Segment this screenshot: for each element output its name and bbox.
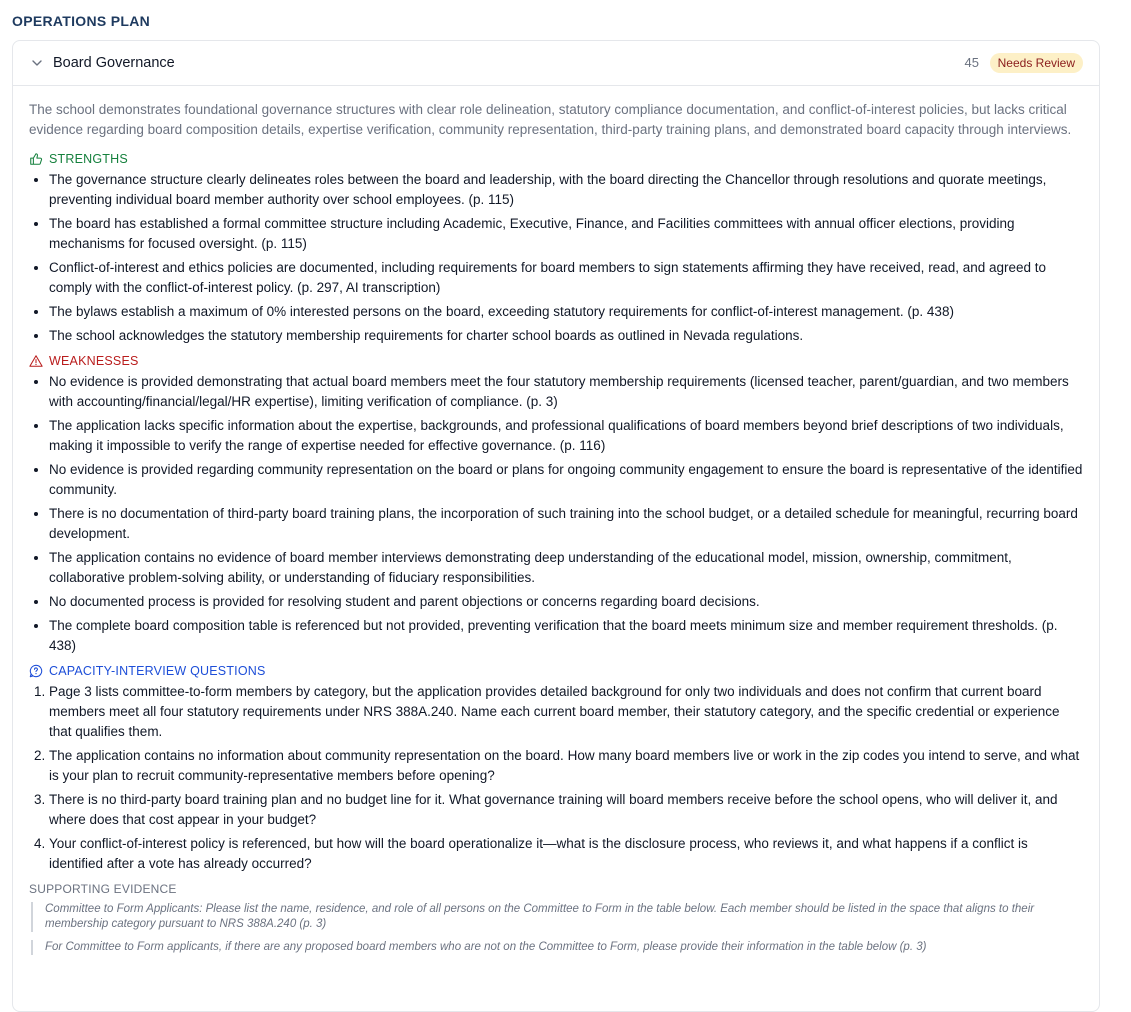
strengths-label: STRENGTHS <box>49 152 128 166</box>
card-header[interactable] <box>13 41 1099 86</box>
weaknesses-label: WEAKNESSES <box>49 354 139 368</box>
list-item: • Conflict-of-interest and ethics policies are documented, including requirements for board members to sign statements affirming they have received, read, and agreed to comply with the conflict-of-interest policy. (p. 297, AI transcription) <box>49 258 1083 298</box>
list-item: • No evidence is provided demonstrating that actual board members meet the four statutory membership requirements (licensed teacher, parent/guardian, and two members with accounting/financial/legal/HR expertise), limiting verification of compliance. (p. 3) <box>49 372 1083 412</box>
warning-triangle-icon <box>29 354 43 368</box>
board-governance-card <box>12 40 1100 1012</box>
list-item: 1. Page 3 lists committee-to-form members by category, but the application provides detailed background for only two individuals and does not confirm that current board members meet all four statutory requirements under NRS 388A.240. Name each current board member, their statutory category, and the specific credential or experience that qualifies them. <box>49 682 1083 742</box>
thumbs-up-icon <box>29 152 43 166</box>
list-item: • The governance structure clearly delineates roles between the board and leadership, with the board directing the Chancellor through resolutions and quorate meetings, preventing individual board member authority over school employees. (p. 115) <box>49 170 1083 210</box>
questions-list <box>29 682 1083 874</box>
evidence-quote: For Committee to Form applicants, if there are any proposed board members who are not on the Committee to Form, please provide their information in the table below (p. 3) <box>31 940 1083 955</box>
evidence-quote: Committee to Form Applicants: Please list the name, residence, and role of all persons on the Committee to Form in the table below. Each member should be listed in the space that aligns to their membership category pursuant to NRS 388A.240 (p. 3) <box>31 902 1083 932</box>
list-item: 2. The application contains no information about community representation on the board. How many board members live or work in the zip codes you intend to serve, and what is your plan to recruit community-representative members before opening? <box>49 746 1083 786</box>
list-item: • The complete board composition table is referenced but not provided, preventing verification that the board meets minimum size and member requirement thresholds. (p. 438) <box>49 616 1083 656</box>
list-item: • The bylaws establish a maximum of 0% interested persons on the board, exceeding statutory requirements for conflict-of-interest management. (p. 438) <box>49 302 1083 322</box>
weaknesses-heading <box>29 350 1083 372</box>
questions-label: CAPACITY-INTERVIEW QUESTIONS <box>49 664 266 678</box>
list-item: • The school acknowledges the statutory membership requirements for charter school boards as outlined in Nevada regulations. <box>49 326 1083 346</box>
score-value: 45 <box>964 55 979 70</box>
list-item: • The application lacks specific information about the expertise, backgrounds, and professional qualifications of board members beyond brief descriptions of two individuals, making it impossible to verify the range of expertise needed for effective governance. (p. 116) <box>49 416 1083 456</box>
weaknesses-list <box>29 372 1083 656</box>
summary-text: The school demonstrates foundational governance structures with clear role delineation, statutory compliance documentation, and conflict-of-interest policies, but lacks critical evidence regarding board composition details, expertise verification, community representation, third-party training plans, and demonstrated board capacity through interviews. <box>29 102 1072 137</box>
list-item: • No documented process is provided for resolving student and parent objections or concerns regarding board decisions. <box>49 592 1083 612</box>
strengths-heading <box>29 148 1083 170</box>
list-item: • There is no documentation of third-party board training plans, the incorporation of such training into the school budget, or a detailed schedule for meaningful, recurring board development. <box>49 504 1083 544</box>
card-title: Board Governance <box>53 55 175 71</box>
list-item: • No evidence is provided regarding community representation on the board or plans for ongoing community engagement to ensure the board is representative of the identified community. <box>49 460 1083 500</box>
section-title: OPERATIONS PLAN <box>12 13 151 29</box>
strengths-list <box>29 170 1083 346</box>
questions-heading <box>29 660 1083 682</box>
list-item: • The application contains no evidence of board member interviews demonstrating deep understanding of the educational model, mission, ownership, commitment, collaborative problem-solving ability, or understanding of fiduciary responsibilities. <box>49 548 1083 588</box>
list-item: 3. There is no third-party board training plan and no budget line for it. What governance training will board members receive before the school opens, who will deliver it, and where does that cost appear in your budget? <box>49 790 1083 830</box>
chevron-down-icon[interactable] <box>31 57 43 69</box>
list-item: 4. Your conflict-of-interest policy is referenced, but how will the board operationalize it—what is the disclosure process, who reviews it, and what happens if a conflict is identified after a vote has already occurred? <box>49 834 1083 874</box>
status-badge: Needs Review <box>990 53 1083 73</box>
question-bubble-icon <box>29 664 43 678</box>
list-item: • The board has established a formal committee structure including Academic, Executive, Finance, and Facilities committees with annual officer elections, providing mechanisms for focused oversight. (p. 115) <box>49 214 1083 254</box>
evidence-heading: SUPPORTING EVIDENCE <box>29 882 177 896</box>
card-body <box>13 86 1099 955</box>
